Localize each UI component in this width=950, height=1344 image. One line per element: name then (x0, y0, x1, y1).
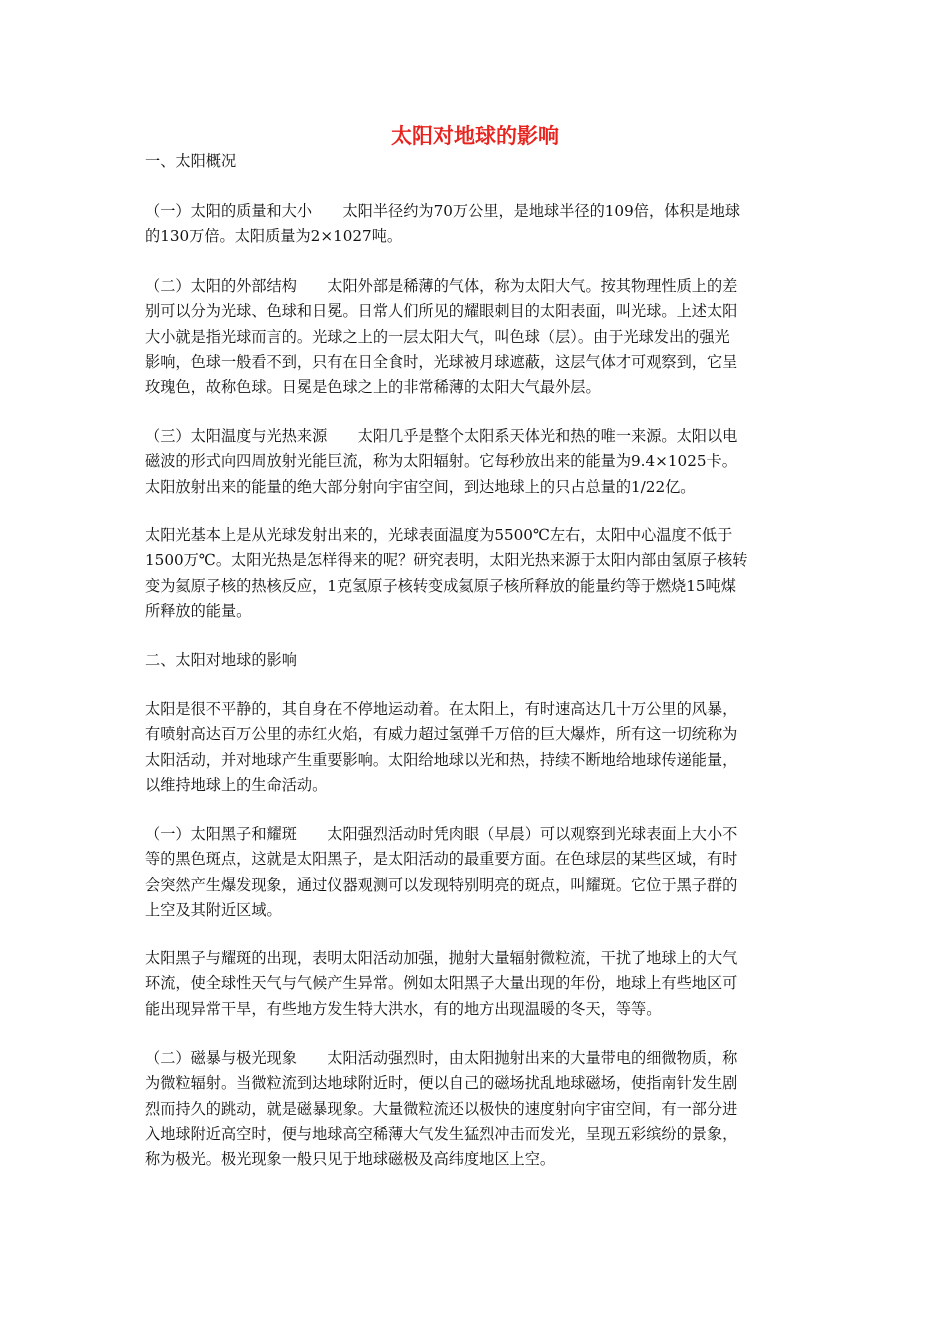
text-line: （一）太阳黑子和耀斑 太阳强烈活动时凭肉眼（早晨）可以观察到光球表面上大小不 (145, 825, 738, 843)
text-line: 以维持地球上的生命活动。 (145, 775, 328, 794)
text-line: 太阳黑子与耀斑的出现，表明太阳活动加强，抛射大量辐射微粒流，干扰了地球上的大气 (145, 949, 738, 967)
text-line: 的130万倍。太阳质量为2×1027吨。 (145, 227, 403, 246)
paragraph-outer-structure (145, 274, 805, 400)
paragraph-sunspots-flares (145, 822, 805, 923)
text-line: 变为氦原子核的热核反应，1克氢原子核转变成氦原子核所释放的能量约等于燃烧15吨煤 (145, 576, 736, 595)
text-line: 别可以分为光球、色球和日冕。日常人们所见的耀眼刺目的太阳表面，叫光球。上述太阳 (145, 302, 738, 321)
text-line: （三）太阳温度与光热来源 太阳几乎是整个太阳系天体光和热的唯一来源。太阳以电 (145, 427, 738, 445)
text-line: 有喷射高达百万公里的赤红火焰，有威力超过氢弹千万倍的巨大爆炸，所有这一切统称为 (145, 725, 738, 744)
paragraph-sunspot-climate (145, 946, 805, 1022)
section-heading-sun-overview (145, 149, 805, 174)
text-line: 所释放的能量。 (145, 601, 252, 620)
text-line: 影响，色球一般看不到，只有在日全食时，光球被月球遮蔽，这层气体才可观察到，它呈 (145, 352, 738, 371)
text-line: （二）磁暴与极光现象 太阳活动强烈时，由太阳抛射出来的大量带电的细微物质，称 (145, 1049, 738, 1067)
text-line: 太阳光基本上是从光球发射出来的，光球表面温度为5500℃左右，太阳中心温度不低于 (145, 526, 733, 544)
text-line: 烈而持久的跳动，就是磁暴现象。大量微粒流还以极快的速度射向宇宙空间，有一部分进 (145, 1099, 738, 1118)
text-line: 为微粒辐射。当微粒流到达地球附近时，便以自己的磁场扰乱地球磁场，使指南针发生剧 (145, 1074, 738, 1093)
text-line: 称为极光。极光现象一般只见于地球磁极及高纬度地区上空。 (145, 1150, 556, 1169)
text-line: 大小就是指光球而言的。光球之上的一层太阳大气，叫色球（层）。由于光球发出的强光 (145, 327, 730, 346)
document-title: 太阳对地球的影响 (391, 124, 559, 148)
paragraph-sunlight-origin (145, 523, 805, 624)
text-line: 1500万℃。太阳光热是怎样得来的呢？研究表明，太阳光热来源于太阳内部由氢原子核转 (145, 551, 748, 570)
paragraph-solar-activity (145, 697, 805, 798)
text-line: 太阳放射出来的能量的绝大部分射向宇宙空间，到达地球上的只占总量的1/22亿。 (145, 477, 696, 496)
section-heading-sun-effects (145, 648, 805, 673)
text-line: 二、太阳对地球的影响 (145, 651, 297, 669)
text-line: 一、太阳概况 (145, 152, 237, 170)
text-line: 环流，使全球性天气与气候产生异常。例如太阳黑子大量出现的年份，地球上有些地区可 (145, 974, 738, 993)
text-line: 等的黑色斑点，这就是太阳黑子，是太阳活动的最重要方面。在色球层的某些区域，有时 (145, 850, 738, 869)
paragraph-mass-size (145, 199, 805, 250)
text-line: 入地球附近高空时，便与地球高空稀薄大气发生猛烈冲击而发光，呈现五彩缤纷的景象， (145, 1124, 738, 1143)
text-line: （一）太阳的质量和大小 太阳半径约为70万公里，是地球半径的109倍，体积是地球 (145, 202, 741, 220)
paragraph-magnetic-storm-aurora (145, 1046, 805, 1172)
paragraph-temperature-energy (145, 424, 805, 500)
text-line: 太阳是很不平静的，其自身在不停地运动着。在太阳上，有时速高达几十万公里的风暴， (145, 700, 738, 718)
text-line: （二）太阳的外部结构 太阳外部是稀薄的气体，称为太阳大气。按其物理性质上的差 (145, 277, 738, 295)
text-line: 太阳活动，并对地球产生重要影响。太阳给地球以光和热，持续不断地给地球传递能量， (145, 750, 738, 769)
text-line: 上空及其附近区域。 (145, 900, 282, 919)
text-line: 磁波的形式向四周放射光能巨流，称为太阳辐射。它每秒放出来的能量为9.4×1025卡。 (145, 452, 737, 471)
text-line: 会突然产生爆发现象，通过仪器观测可以发现特别明亮的斑点，叫耀斑。它位于黑子群的 (145, 875, 738, 894)
text-line: 能出现异常干旱，有些地方发生特大洪水，有的地方出现温暖的冬天，等等。 (145, 999, 662, 1018)
text-line: 玫瑰色，故称色球。日冕是色球之上的非常稀薄的太阳大气最外层。 (145, 378, 601, 397)
